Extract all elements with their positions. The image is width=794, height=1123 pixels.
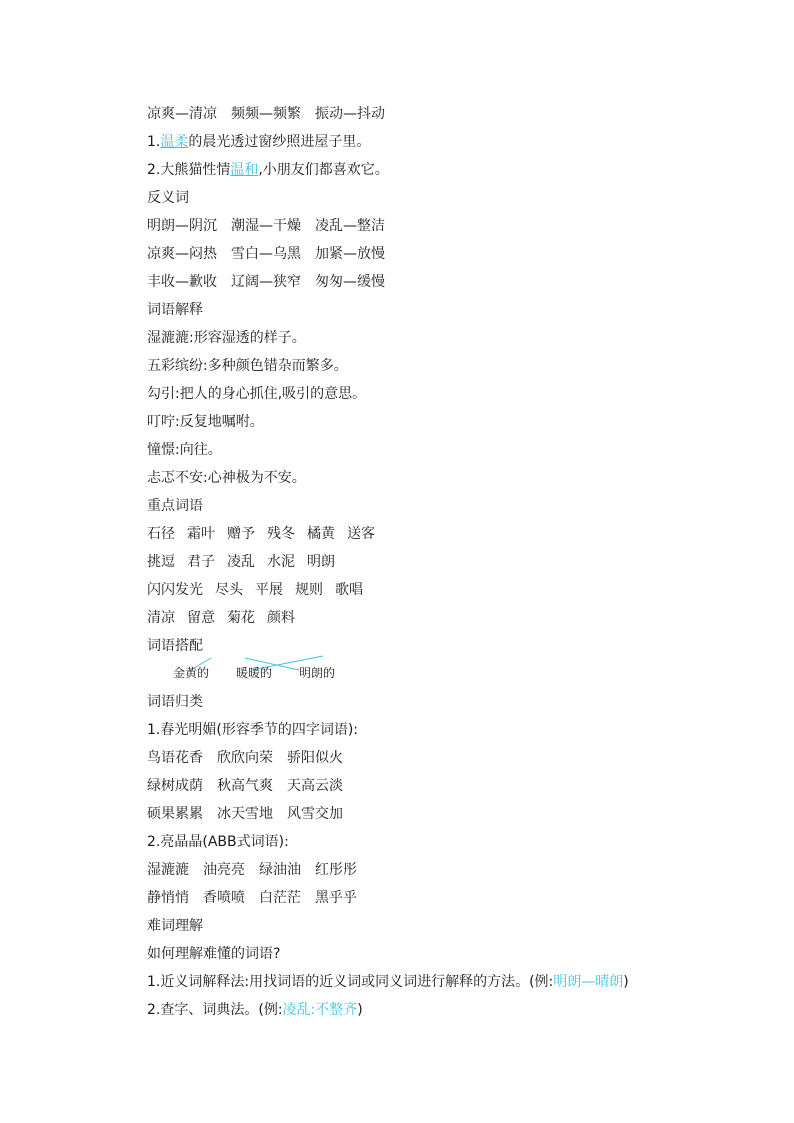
method-example: 明朗—晴朗 bbox=[553, 974, 624, 990]
method-close: ) bbox=[623, 974, 629, 990]
synonym-pair: 振动—抖动 bbox=[315, 106, 385, 122]
idiom: 绿树成荫 bbox=[147, 778, 203, 794]
sentence-1 bbox=[147, 133, 370, 151]
explanation-item: 五彩缤纷:多种颜色错杂而繁多。 bbox=[147, 358, 348, 374]
method-1 bbox=[147, 973, 629, 991]
fill-answer: 温柔 bbox=[160, 134, 189, 150]
key-word: 凌乱 bbox=[227, 554, 255, 570]
idiom: 鸟语花香 bbox=[147, 750, 203, 766]
key-word: 君子 bbox=[187, 554, 215, 570]
abb-word: 黑乎乎 bbox=[315, 890, 357, 906]
key-word: 明朗 bbox=[307, 554, 335, 570]
idiom-row bbox=[147, 805, 343, 823]
abb-word: 红彤彤 bbox=[315, 862, 357, 878]
section-heading: 词语归类 bbox=[147, 694, 203, 710]
idiom: 骄阳似火 bbox=[287, 750, 343, 766]
antonym-pair: 凌乱—整洁 bbox=[315, 218, 385, 234]
section-heading: 词语搭配 bbox=[147, 638, 203, 654]
antonym-pair: 潮湿—干燥 bbox=[231, 218, 301, 234]
antonym-row bbox=[147, 217, 385, 235]
method-text: 2.查字、词典法。(例: bbox=[147, 1002, 283, 1018]
key-word: 闪闪发光 bbox=[147, 582, 203, 598]
antonym-pair: 明朗—阴沉 bbox=[147, 218, 217, 234]
key-word: 橘黄 bbox=[307, 526, 335, 542]
key-word-row bbox=[147, 609, 295, 627]
idiom: 冰天雪地 bbox=[217, 806, 273, 822]
explanation-item: 憧憬:向往。 bbox=[147, 442, 222, 458]
abb-word: 绿油油 bbox=[259, 862, 301, 878]
group-title: 2.亮晶晶(ABB式词语): bbox=[147, 834, 289, 850]
abb-row bbox=[147, 861, 357, 879]
abb-word: 白茫茫 bbox=[259, 890, 301, 906]
idiom: 欣欣向荣 bbox=[217, 750, 273, 766]
collocation-word: 暖暖的 bbox=[236, 666, 273, 680]
key-word: 平展 bbox=[255, 582, 283, 598]
key-word: 颜料 bbox=[267, 610, 295, 626]
sentence-number: 1. bbox=[147, 134, 161, 150]
idiom: 秋高气爽 bbox=[217, 778, 273, 794]
key-word: 挑逗 bbox=[147, 554, 175, 570]
section-heading: 重点词语 bbox=[147, 498, 203, 514]
explanation-item: 湿漉漉:形容湿透的样子。 bbox=[147, 330, 306, 346]
method-example: 凌乱:不整齐 bbox=[282, 1002, 358, 1018]
synonym-pair: 凉爽—清凉 bbox=[147, 106, 217, 122]
antonym-pair: 雪白—乌黑 bbox=[231, 246, 301, 262]
key-word: 歌唱 bbox=[335, 582, 363, 598]
key-word-row bbox=[147, 553, 335, 571]
key-word: 清凉 bbox=[147, 610, 175, 626]
explanation-item: 勾引:把人的身心抓住,吸引的意思。 bbox=[147, 386, 367, 402]
sentence-text: ,小朋友们都喜欢它。 bbox=[258, 162, 389, 178]
collocation-word: 金黄的 bbox=[173, 666, 210, 680]
key-word: 石径 bbox=[147, 526, 175, 542]
abb-word: 香喷喷 bbox=[203, 890, 245, 906]
abb-word: 湿漉漉 bbox=[147, 862, 189, 878]
antonym-row bbox=[147, 245, 385, 263]
section-heading: 难词理解 bbox=[147, 918, 203, 934]
antonym-pair: 加紧—放慢 bbox=[315, 246, 385, 262]
abb-row bbox=[147, 889, 357, 907]
idiom-row bbox=[147, 749, 343, 767]
antonym-pair: 凉爽—闷热 bbox=[147, 246, 217, 262]
collocation-word: 明朗的 bbox=[299, 666, 336, 680]
key-word-row bbox=[147, 581, 363, 599]
key-word: 水泥 bbox=[267, 554, 295, 570]
collocation-match-row bbox=[147, 664, 447, 684]
synonym-pair: 频频—频繁 bbox=[231, 106, 301, 122]
fill-answer: 温和 bbox=[230, 162, 259, 178]
section-heading: 词语解释 bbox=[147, 302, 203, 318]
section-heading: 反义词 bbox=[147, 190, 189, 206]
antonym-pair: 丰收—歉收 bbox=[147, 274, 217, 290]
key-word: 规则 bbox=[295, 582, 323, 598]
explanation-item: 忐忑不安:心神极为不安。 bbox=[147, 470, 306, 486]
antonym-row bbox=[147, 273, 385, 291]
key-word: 霜叶 bbox=[187, 526, 215, 542]
idiom: 天高云淡 bbox=[287, 778, 343, 794]
antonym-pair: 辽阔—狭窄 bbox=[231, 274, 301, 290]
key-word: 菊花 bbox=[227, 610, 255, 626]
idiom: 硕果累累 bbox=[147, 806, 203, 822]
key-word-row bbox=[147, 525, 375, 543]
sentence-text: 2.大熊猫性情 bbox=[147, 162, 231, 178]
method-close: ) bbox=[357, 1002, 363, 1018]
abb-word: 油亮亮 bbox=[203, 862, 245, 878]
group-title: 1.春光明媚(形容季节的四字词语): bbox=[147, 722, 358, 738]
synonym-pairs-row bbox=[147, 105, 385, 123]
key-word: 残冬 bbox=[267, 526, 295, 542]
key-word: 赠予 bbox=[227, 526, 255, 542]
sentence-2 bbox=[147, 161, 389, 179]
method-2 bbox=[147, 1001, 363, 1019]
method-text: 1.近义词解释法:用找词语的近义词或同义词进行解释的方法。(例: bbox=[147, 974, 554, 990]
key-word: 留意 bbox=[187, 610, 215, 626]
idiom: 风雪交加 bbox=[287, 806, 343, 822]
antonym-pair: 匆匆—缓慢 bbox=[315, 274, 385, 290]
explanation-item: 叮咛:反复地嘱咐。 bbox=[147, 414, 264, 430]
key-word: 尽头 bbox=[215, 582, 243, 598]
question-text: 如何理解难懂的词语? bbox=[147, 946, 281, 962]
sentence-text: 的晨光透过窗纱照进屋子里。 bbox=[188, 134, 371, 150]
key-word: 送客 bbox=[347, 526, 375, 542]
abb-word: 静悄悄 bbox=[147, 890, 189, 906]
idiom-row bbox=[147, 777, 343, 795]
